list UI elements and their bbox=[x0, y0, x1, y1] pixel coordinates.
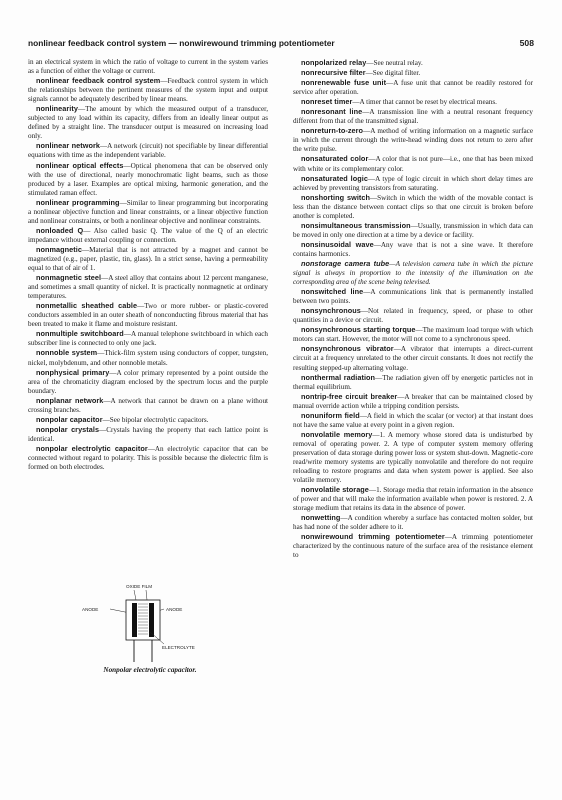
entry-definition: —See bipolar electrolytic capacitors. bbox=[102, 415, 209, 424]
entry-definition: —A method of writing information on a magnetic surface in which the current through the write-head winding does not return to zero after the write pulse. bbox=[293, 127, 533, 154]
dictionary-entry bbox=[28, 141, 268, 160]
left-column bbox=[28, 58, 268, 472]
entry-term: nonuniform field bbox=[301, 410, 360, 420]
entry-definition: —A transmission line with a neutral resonant frequency different from that of the transmitted signal. bbox=[293, 108, 533, 126]
entry-definition: —A steel alloy that contains about 12 percent manganese, and sometimes a small quantity of nickel. It is practically nonmagnetic at ordinary temperatures. bbox=[28, 274, 269, 301]
dictionary-entry bbox=[28, 76, 268, 104]
entry-term: nonwirewound trimming potentiometer bbox=[301, 532, 445, 542]
entry-definition: —An electrolytic capacitor that can be connected without regard to polarity. This is possible because the dielectric film is formed on both electrodes. bbox=[28, 444, 268, 472]
entry-term: nonpolar capacitor bbox=[36, 414, 103, 424]
dictionary-entry bbox=[28, 273, 268, 301]
dictionary-entry bbox=[293, 532, 533, 560]
entry-definition: —Two or more rubber- or plastic-covered conductors assembled in an outer sheath of nonconducting fibrous material that has been treated to make it flame and moisture resistant. bbox=[28, 302, 268, 329]
dictionary-entry bbox=[293, 126, 533, 154]
entry-term: nonpolar crystals bbox=[36, 424, 100, 434]
oxide-leader-right bbox=[146, 590, 147, 600]
dictionary-entry bbox=[28, 58, 268, 76]
dictionary-entry bbox=[293, 373, 533, 392]
entry-term: nonsynchronous vibrator bbox=[301, 344, 394, 354]
entry-term: nonlinear optical effects bbox=[36, 160, 124, 170]
entry-definition: —Any wave that is not a sine wave. It therefore contains harmonics. bbox=[293, 240, 533, 258]
dictionary-entry bbox=[28, 198, 268, 226]
entry-definition: —A vibrator that interrupts a direct-current circuit at a frequency unrelated to the other circuit constants. It does not rectify the resulting stepped-up alternating voltage. bbox=[293, 345, 533, 372]
entry-definition: —Crystals having the property that each lattice point is identical. bbox=[28, 425, 268, 443]
dictionary-entry bbox=[28, 444, 268, 472]
dictionary-entry bbox=[28, 348, 268, 367]
dictionary-entry bbox=[28, 161, 268, 198]
entry-term: nonlinearity bbox=[36, 104, 78, 114]
entry-definition: —Optical phenomena that can be observed only with the use of directional, nearly monochromatic light beams, such as those produced by a laser. Examples are optical mixing, harmonic generation, and the stimulated raman effect. bbox=[28, 161, 268, 197]
entry-term: nonreset timer bbox=[301, 97, 353, 107]
entry-definition: —A color primary represented by a point outside the area of the chromaticity diagram enclosed by the spectrum locus and the purple boundary. bbox=[28, 368, 268, 395]
dictionary-entry bbox=[293, 430, 533, 485]
entry-term: nonlinear feedback control system bbox=[36, 76, 161, 86]
entry-definition: —A manual telephone switchboard in which each subscriber line is connected to only one jack. bbox=[28, 330, 269, 348]
dictionary-entry bbox=[293, 193, 533, 221]
entry-term: nonvolatile memory bbox=[301, 429, 373, 439]
dictionary-entry bbox=[293, 174, 533, 193]
header-title: nonlinear feedback control system — nonwirewound trimming potentiometer bbox=[28, 38, 335, 48]
entry-term: nonpolar electrolytic capacitor bbox=[36, 443, 148, 453]
dictionary-entry bbox=[293, 58, 533, 68]
entry-term: nonmultiple switchboard bbox=[36, 329, 124, 339]
entry-definition: —1. Storage media that retain information in the absence of power and that will make the information available when power is restored. 2. A storage medium that retains its data in the absence of power. bbox=[293, 486, 533, 513]
entry-term: nonlinear network bbox=[36, 141, 101, 151]
entry-definition: —A color that is not pure—i.e., one that has been mixed with white or its complementary color. bbox=[293, 155, 533, 173]
dictionary-entry bbox=[28, 368, 268, 396]
figure-caption: Nonpolar electrolytic capacitor. bbox=[103, 666, 197, 674]
dictionary-entry bbox=[293, 221, 533, 240]
entry-definition: in an electrical system in which the ratio of voltage to current in the system varies as a function of either the voltage or current. bbox=[28, 58, 268, 76]
entry-definition: —The radiation given off by energetic particles not in thermal equilibrium. bbox=[293, 373, 533, 391]
entry-definition: —A television camera tube in which the picture signal is always in proportion to the intensity of the illumination on the corresponding area of the scene being televised. bbox=[293, 259, 533, 287]
entry-term: nonplanar network bbox=[36, 395, 104, 405]
entry-definition: —Not related in frequency, speed, or phase to other quantities in a device or circuit. bbox=[293, 307, 533, 325]
entry-term: nonswitched line bbox=[301, 287, 364, 297]
dictionary-entry bbox=[293, 259, 533, 287]
entry-definition: —Feedback control system in which the relationships between the pertinent measures of the system input and output signals cannot be adequately described by linear means. bbox=[28, 77, 268, 104]
dictionary-entry bbox=[293, 78, 533, 97]
entry-definition: —A breaker that can be maintained closed by manual override action while a tripping condition persists. bbox=[293, 392, 533, 410]
dictionary-entry bbox=[28, 104, 268, 141]
dictionary-entry bbox=[28, 301, 268, 329]
entry-term: nonpolarized relay bbox=[301, 58, 367, 67]
capacitor-diagram bbox=[68, 580, 218, 664]
entry-term: nonmagnetic steel bbox=[36, 273, 102, 283]
dictionary-entry bbox=[293, 68, 533, 78]
entry-definition: —See neutral relay. bbox=[366, 59, 423, 67]
label-anode-right: ANODE bbox=[166, 607, 183, 612]
label-oxide-film: OXIDE FILM bbox=[126, 584, 153, 589]
entry-definition: —See digital filter. bbox=[365, 69, 421, 78]
right-column bbox=[293, 58, 533, 560]
entry-definition: — Also called basic Q. The value of the Q of an electric impedance without external coupling or connection. bbox=[28, 226, 268, 244]
label-anode-left: ANODE bbox=[82, 607, 99, 612]
dictionary-entry bbox=[293, 485, 533, 513]
entry-term: nonsynchronous bbox=[301, 306, 361, 316]
entry-definition: —1. A memory whose stored data is undisturbed by removal of operating power. 2. A type of computer system memory offering preservation of data storage during power loss or system shut-down. Magnetic-core read/write memory systems are typically nonvolatile and therefore do not require reloading to restore programs and data when system power is applied. See also volatile memory. bbox=[293, 430, 533, 485]
entry-term: nonmagnetic bbox=[36, 244, 82, 254]
dictionary-entry bbox=[293, 97, 533, 107]
entry-definition: —Switch in which the width of the movable contact is less than the distance between contact clips so that one circuit is broken before another is completed. bbox=[293, 193, 533, 220]
entry-definition: —A condition whereby a surface has contacted molten solder, but has had none of the solder adhere to it. bbox=[293, 514, 533, 532]
dictionary-entry bbox=[293, 306, 533, 325]
entry-term: nonsaturated color bbox=[301, 154, 369, 164]
entry-definition: —Material that is not attracted by a magnet and cannot be magnetized (e.g., paper, plastic, tin, glass). In a strict sense, having a permeability equal to that of air of 1. bbox=[28, 245, 268, 273]
entry-term: nonthermal radiation bbox=[301, 372, 376, 382]
entry-definition: —A type of logic circuit in which short delay times are achieved by preventing transistors from saturating. bbox=[293, 174, 533, 192]
running-header bbox=[28, 38, 534, 48]
dictionary-entry bbox=[293, 344, 533, 372]
entry-term: nonsynchronous starting torque bbox=[301, 325, 416, 335]
entry-term: nonrenewable fuse unit bbox=[301, 78, 387, 88]
label-electrolyte: ELECTROLYTE bbox=[162, 645, 195, 650]
entry-term: nonmetallic sheathed cable bbox=[36, 301, 138, 311]
entry-definition: —The amount by which the measured output of a transducer, subjected to any load within its capacity, differs from an ideally linear output as defined by a straight line. The transducer output is measured on increasing load only. bbox=[28, 105, 268, 141]
entry-term: nonresonant line bbox=[301, 107, 363, 117]
figure-nonpolar-capacitor bbox=[28, 580, 268, 675]
entry-definition: —A communications link that is permanently installed between two points. bbox=[293, 288, 533, 306]
entry-definition: —A trimming potentiometer characterized by the continuous nature of the surface area of the resistance element to bbox=[293, 533, 533, 560]
entry-term: nonvolatile storage bbox=[301, 485, 369, 495]
entry-definition: —A network that cannot be drawn on a plane without crossing branches. bbox=[28, 396, 268, 414]
entry-term: nonphysical primary bbox=[36, 367, 110, 377]
right-plate bbox=[149, 603, 154, 637]
entry-definition: —Thick-film system using conductors of copper, tungsten, nickel, molybdenum, and other nonnoble metals. bbox=[28, 349, 268, 367]
entry-term: nonnoble system bbox=[36, 348, 98, 358]
dictionary-entry bbox=[293, 107, 533, 126]
page-number: 508 bbox=[519, 38, 534, 48]
dictionary-entry bbox=[293, 154, 533, 173]
entry-definition: —A timer that cannot be reset by electrical means. bbox=[352, 98, 497, 107]
left-plate bbox=[132, 603, 137, 637]
dictionary-entry bbox=[293, 411, 533, 430]
entry-definition: —A network (circuit) not specifiable by linear differential equations with time as the independent variable. bbox=[28, 142, 269, 160]
dictionary-entry bbox=[28, 329, 268, 348]
dictionary-entry bbox=[28, 415, 268, 425]
dictionary-entry bbox=[28, 226, 268, 245]
entry-term: nonlinear programming bbox=[36, 197, 120, 207]
dictionary-entry bbox=[28, 425, 268, 444]
dictionary-entry bbox=[293, 513, 533, 532]
dictionary-entry bbox=[293, 325, 533, 344]
entry-term: nonloaded Q bbox=[36, 225, 84, 235]
entry-definition: —The maximum load torque with which motors can start. However, the motor will not come to a synchronous speed. bbox=[293, 326, 533, 344]
entry-term: nonrecursive filter bbox=[301, 68, 366, 78]
entry-definition: —Usually, transmission in which data can be moved in only one direction at a time by a device or facility. bbox=[293, 221, 533, 239]
dictionary-entry bbox=[293, 392, 533, 411]
entry-term: nonreturn-to-zero bbox=[301, 126, 364, 136]
entry-term: nontrip-free circuit breaker bbox=[301, 391, 398, 401]
dictionary-entry bbox=[293, 287, 533, 306]
entry-term: nonshorting switch bbox=[301, 192, 371, 202]
oxide-leader-left bbox=[134, 590, 136, 600]
dictionary-entry bbox=[28, 245, 268, 273]
entry-definition: —A field in which the scalar (or vector) at that instant does not have the same value at every point in a given region. bbox=[293, 411, 533, 429]
entry-term: nonsaturated logic bbox=[301, 173, 368, 183]
dictionary-entry bbox=[28, 396, 268, 415]
entry-term: nonsinusoidal wave bbox=[301, 239, 374, 249]
entry-definition: —Similar to linear programming but incorporating a nonlinear objective function and linear constraints, or a linear objective function and nonlinear constraints, or both a nonlinear objective and nonlinear constraints. bbox=[28, 198, 268, 225]
entry-term: nonstorage camera tube bbox=[301, 258, 390, 268]
dictionary-entry bbox=[293, 240, 533, 259]
entry-term: nonsimultaneous transmission bbox=[301, 220, 411, 230]
entry-term: nonwetting bbox=[301, 513, 341, 523]
entry-definition: —A fuse unit that cannot be readily restored for service after operation. bbox=[293, 79, 533, 97]
